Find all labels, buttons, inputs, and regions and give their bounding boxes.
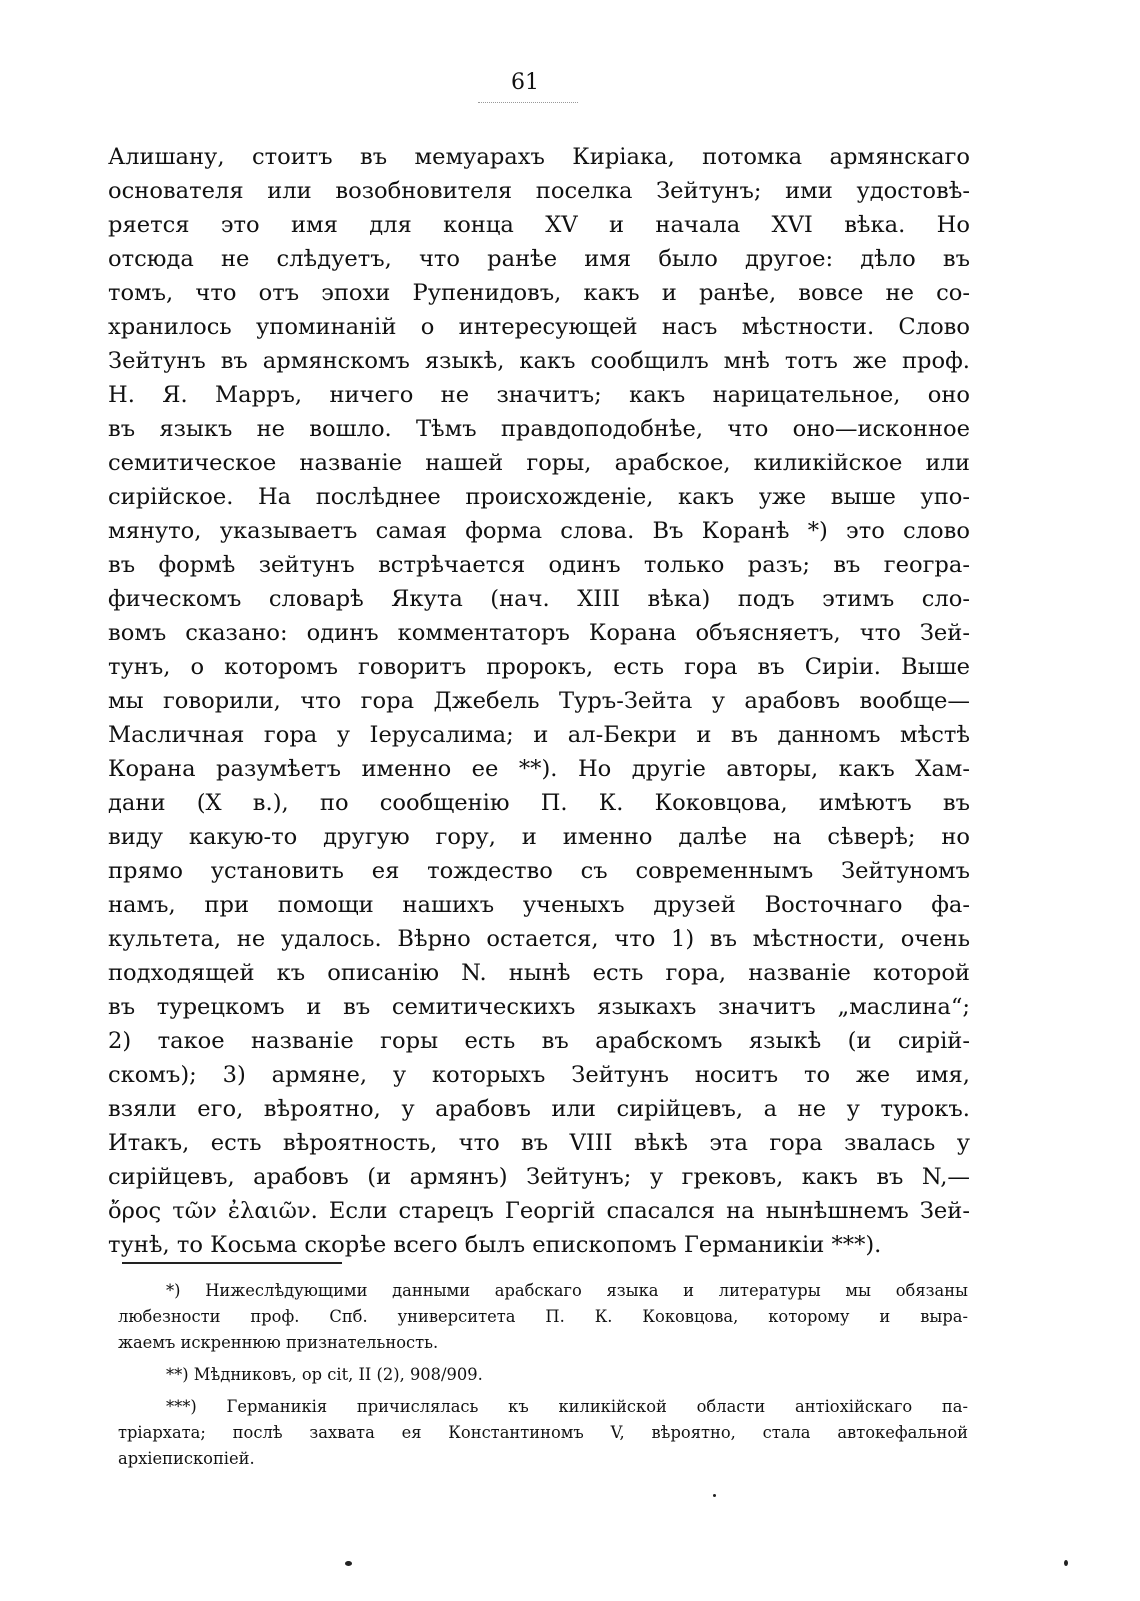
text-line: тунѣ, то Косьма скорѣе всего былъ епископомъ Германикіи ***).	[108, 1232, 882, 1258]
text-line: намъ, при помощи нашихъ ученыхъ друзей Восточнаго фа-	[108, 892, 970, 918]
text-line: ὄρος τῶν ἐλαιῶν. Если старецъ Георгій спасался на нынѣшнемъ Зей-	[108, 1198, 970, 1224]
text-line: 2) такое названіе горы есть въ арабскомъ языкѣ (и сирій-	[108, 1028, 970, 1054]
text-line: дани (X в.), по сообщенію П. К. Коковцова, имѣютъ въ	[108, 790, 970, 816]
page-number: 61	[511, 70, 539, 95]
footnote-line: жаемъ искреннюю признательность.	[118, 1333, 439, 1352]
scan-speck	[1064, 1560, 1068, 1566]
text-line: мы говорили, что гора Джебель Туръ-Зейта у арабовъ вообще—	[108, 688, 970, 714]
text-line: Корана разумѣетъ именно ее **). Но другіе авторы, какъ Хам-	[108, 756, 970, 782]
footnotes	[118, 1278, 968, 1472]
text-line: Зейтунъ въ армянскомъ языкѣ, какъ сообщилъ мнѣ тотъ же проф.	[108, 348, 970, 374]
text-line: вомъ сказано: одинъ комментаторъ Корана объясняетъ, что Зей-	[108, 620, 970, 646]
page-number-rule	[478, 102, 578, 103]
text-line: прямо установить ея тождество съ современнымъ Зейтуномъ	[108, 858, 970, 884]
text-line: виду какую-то другую гору, и именно далѣе на сѣверѣ; но	[108, 824, 970, 850]
main-text	[108, 140, 970, 1262]
text-line: культета, не удалось. Вѣрно остается, что 1) въ мѣстности, очень	[108, 926, 970, 952]
scan-speck	[345, 1561, 352, 1566]
text-line: въ языкъ не вошло. Тѣмъ правдоподобнѣе, что оно—исконное	[108, 416, 970, 442]
text-line: томъ, что отъ эпохи Рупенидовъ, какъ и ранѣе, вовсе не со-	[108, 280, 970, 306]
text-line: мянуто, указываетъ самая форма слова. Въ Коранѣ *) это слово	[108, 518, 970, 544]
footnote-line: **) Мѣдниковъ, op cit, II (2), 908/909.	[166, 1365, 483, 1384]
footnote-3	[118, 1394, 968, 1472]
text-line: Алишану, стоитъ въ мемуарахъ Киріака, потомка армянскаго	[108, 144, 970, 170]
text-line: Итакъ, есть вѣроятность, что въ VIII вѣкѣ эта гора звалась у	[108, 1130, 970, 1156]
text-line: Н. Я. Марръ, ничего не значитъ; какъ нарицательное, оно	[108, 382, 970, 408]
text-line: Масличная гора у Іерусалима; и ал-Бекри и въ данномъ мѣстѣ	[108, 722, 970, 748]
text-line: тунъ, о которомъ говоритъ пророкъ, есть гора въ Сиріи. Выше	[108, 654, 970, 680]
text-line: въ турецкомъ и въ семитическихъ языкахъ значитъ „маслина“;	[108, 994, 970, 1020]
text-line: ряется это имя для конца XV и начала XVI вѣка. Но	[108, 212, 970, 238]
text-line: въ формѣ зейтунъ встрѣчается одинъ только разъ; въ геогра-	[108, 552, 970, 578]
footnote-line: *) Нижеслѣдующими данными арабскаго языка и литературы мы обязаны	[166, 1281, 968, 1300]
footnote-line: тріархата; послѣ захвата ея Константиномъ V, вѣроятно, стала автокефальной	[118, 1423, 968, 1442]
text-line: сирійское. На послѣднее происхожденіе, какъ уже выше упо-	[108, 484, 970, 510]
text-line: основателя или возобновителя поселка Зейтунъ; ими удостовѣ-	[108, 178, 970, 204]
text-line: подходящей къ описанію N. нынѣ есть гора, названіе которой	[108, 960, 970, 986]
text-line: отсюда не слѣдуетъ, что ранѣе имя было другое: дѣло въ	[108, 246, 970, 272]
text-line: взяли его, вѣроятно, у арабовъ или сирійцевъ, а не у турокъ.	[108, 1096, 970, 1122]
text-line: сирійцевъ, арабовъ (и армянъ) Зейтунъ; у грековъ, какъ въ N,—	[108, 1164, 970, 1190]
footnote-2	[118, 1362, 968, 1388]
footnote-line: архіепископіей.	[118, 1449, 255, 1468]
text-line: фическомъ словарѣ Якута (нач. XIII вѣка) подъ этимъ сло-	[108, 586, 970, 612]
footnote-separator	[122, 1262, 342, 1264]
text-line: хранилось упоминаній о интересующей насъ мѣстности. Слово	[108, 314, 970, 340]
footnote-line: любезности проф. Спб. университета П. К. Коковцова, которому и выра-	[118, 1307, 968, 1326]
text-line: семитическое названіе нашей горы, арабское, киликійское или	[108, 450, 970, 476]
footnote-line: ***) Германикія причислялась къ киликійской области антіохійскаго па-	[166, 1397, 968, 1416]
footnote-1	[118, 1278, 968, 1356]
scan-speck	[713, 1494, 716, 1497]
text-line: скомъ); 3) армяне, у которыхъ Зейтунъ носитъ то же имя,	[108, 1062, 970, 1088]
